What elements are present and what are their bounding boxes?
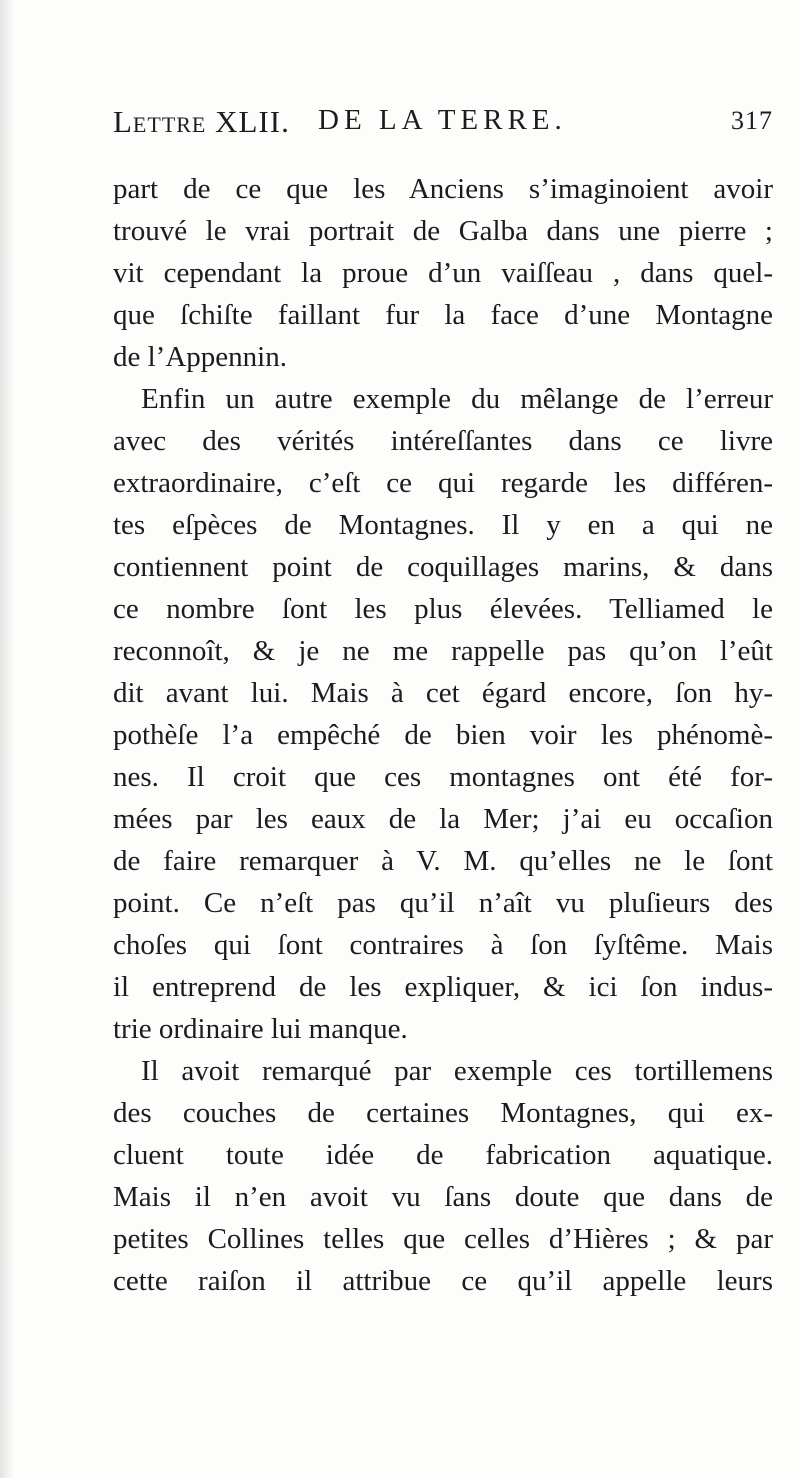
text-line: cluent toute idée de fabrication aquatique.	[113, 1139, 773, 1171]
text-line: extraordinaire, c’eſt ce qui regarde les différen-	[113, 467, 773, 499]
text-line: Mais il n’en avoit vu ſans doute que dans de	[113, 1181, 773, 1213]
header-title: DE LA TERRE.	[318, 104, 567, 136]
text-line: ce nombre ſont les plus élevées. Telliamed le	[113, 593, 773, 625]
body-text	[113, 168, 773, 1302]
text-line: des couches de certaines Montagnes, qui ex-	[113, 1097, 773, 1129]
text-line: dit avant lui. Mais à cet égard encore, ſon hy-	[113, 677, 773, 709]
text-line: Enfin un autre exemple du mêlange de l’erreur	[141, 383, 773, 415]
text-line: point. Ce n’eſt pas qu’il n’aît vu pluſieurs des	[113, 887, 773, 919]
text-line: petites Collines telles que celles d’Hières ; & par	[113, 1223, 773, 1255]
page-gutter-shadow	[0, 0, 14, 1478]
text-line: de faire remarquer à V. M. qu’elles ne le ſont	[113, 845, 773, 877]
text-line: cette raiſon il attribue ce qu’il appelle leurs	[113, 1265, 773, 1297]
running-header	[113, 104, 773, 144]
text-line: mées par les eaux de la Mer; j’ai eu occaſion	[113, 803, 773, 835]
text-line: pothèſe l’a empêché de bien voir les phénomè-	[113, 719, 773, 751]
text-line: vit cependant la proue d’un vaiſſeau , dans quel-	[113, 257, 773, 289]
text-line: contiennent point de coquillages marins, & dans	[113, 551, 773, 583]
text-line: part de ce que les Anciens s’imaginoient avoir	[113, 173, 773, 205]
header-letter-number: Lettre XLII.	[113, 104, 290, 139]
text-line: de l’Appennin.	[113, 341, 287, 373]
text-line: nes. Il croit que ces montagnes ont été for-	[113, 761, 773, 793]
text-line: trie ordinaire lui manque.	[113, 1013, 408, 1045]
text-line: que ſchiſte faillant fur la face d’une Montagne	[113, 299, 773, 331]
text-line: choſes qui ſont contraires à ſon ſyſtême. Mais	[113, 929, 773, 961]
text-line: trouvé le vrai portrait de Galba dans une pierre ;	[113, 215, 773, 247]
text-line: tes eſpèces de Montagnes. Il y en a qui ne	[113, 509, 773, 541]
text-line: avec des vérités intéreſſantes dans ce livre	[113, 425, 773, 457]
text-line: il entreprend de les expliquer, & ici ſon indus-	[113, 971, 773, 1003]
text-line: Il avoit remarqué par exemple ces tortillemens	[141, 1055, 773, 1087]
page-number: 317	[731, 106, 773, 135]
text-line: reconnoît, & je ne me rappelle pas qu’on l’eût	[113, 635, 773, 667]
